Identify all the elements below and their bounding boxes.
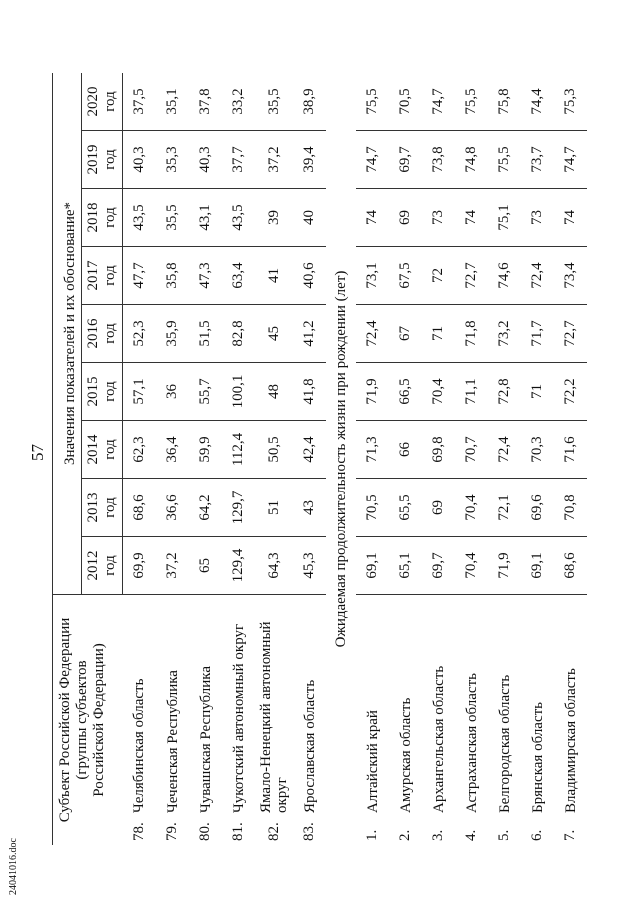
value-cell-2019: 74,8 bbox=[455, 131, 488, 189]
value-cell-2016: 71,8 bbox=[455, 305, 488, 363]
value-cell-2015: 48 bbox=[255, 363, 293, 421]
value-cell-2013: 68,6 bbox=[123, 479, 157, 537]
value-cell-2019: 40,3 bbox=[123, 131, 157, 189]
value-cell-2014: 36,4 bbox=[156, 421, 189, 479]
year-number: 2016 bbox=[85, 318, 101, 349]
year-word: год bbox=[102, 207, 118, 228]
row-number: 1. bbox=[364, 829, 380, 841]
year-number: 2015 bbox=[85, 376, 101, 407]
value-cell-2017: 47,7 bbox=[123, 247, 157, 305]
row-number: 6. bbox=[529, 829, 545, 841]
value-cell-2019: 74,7 bbox=[554, 131, 587, 189]
row-number: 82. bbox=[265, 822, 282, 841]
value-cell-2017: 74,6 bbox=[488, 247, 521, 305]
table-row bbox=[422, 73, 455, 845]
value-cell-2015: 70,4 bbox=[422, 363, 455, 421]
value-cell-2018: 69 bbox=[389, 189, 422, 247]
region-name: Ямало-Ненецкий автономный округ bbox=[255, 595, 293, 814]
value-cell-2017: 35,8 bbox=[156, 247, 189, 305]
subject-column-header bbox=[53, 595, 123, 846]
year-word: год bbox=[102, 323, 118, 344]
year-word: год bbox=[102, 439, 118, 460]
value-cell-2013: 70,8 bbox=[554, 479, 587, 537]
value-cell-2020: 74,7 bbox=[422, 73, 455, 131]
value-cell-2013: 70,4 bbox=[455, 479, 488, 537]
value-cell-2020: 35,5 bbox=[255, 73, 293, 131]
subject-header-line: Субъект Российской Федерации bbox=[57, 617, 73, 823]
year-number: 2019 bbox=[85, 144, 101, 175]
row-number: 7. bbox=[562, 829, 578, 841]
row-number: 3. bbox=[430, 829, 446, 841]
row-number: 83. bbox=[301, 822, 317, 841]
row-number: 78. bbox=[130, 822, 147, 841]
year-number: 2014 bbox=[85, 434, 101, 465]
value-cell-2019: 40,3 bbox=[189, 131, 222, 189]
value-cell-2014: 59,9 bbox=[189, 421, 222, 479]
year-header-2020 bbox=[82, 73, 123, 131]
year-header-2017 bbox=[82, 247, 123, 305]
value-cell-2015: 57,1 bbox=[123, 363, 157, 421]
value-cell-2017: 72,7 bbox=[455, 247, 488, 305]
value-cell-2018: 73 bbox=[422, 189, 455, 247]
section-title-row bbox=[326, 73, 356, 845]
value-cell-2019: 39,4 bbox=[293, 131, 326, 189]
year-number: 2020 bbox=[85, 86, 101, 117]
year-word: год bbox=[102, 381, 118, 402]
value-cell-2015: 66,5 bbox=[389, 363, 422, 421]
year-word: год bbox=[102, 91, 118, 112]
value-cell-2014: 70,7 bbox=[455, 421, 488, 479]
year-header-2015 bbox=[82, 363, 123, 421]
table-row bbox=[356, 73, 389, 845]
row-number: 81. bbox=[230, 822, 246, 841]
year-header-2016 bbox=[82, 305, 123, 363]
year-header-2014 bbox=[82, 421, 123, 479]
value-cell-2018: 43,5 bbox=[222, 189, 255, 247]
value-cell-2012: 65,1 bbox=[389, 537, 422, 595]
value-cell-2013: 72,1 bbox=[488, 479, 521, 537]
region-name: Белгородская область bbox=[488, 595, 521, 814]
value-cell-2012: 71,9 bbox=[488, 537, 521, 595]
value-cell-2018: 73 bbox=[521, 189, 554, 247]
row-number: 79. bbox=[164, 822, 180, 841]
value-cell-2013: 64,2 bbox=[189, 479, 222, 537]
value-cell-2019: 35,3 bbox=[156, 131, 189, 189]
value-cell-2018: 74 bbox=[554, 189, 587, 247]
value-cell-2012: 69,1 bbox=[521, 537, 554, 595]
value-cell-2015: 55,7 bbox=[189, 363, 222, 421]
value-cell-2014: 71,6 bbox=[554, 421, 587, 479]
value-cell-2020: 75,5 bbox=[455, 73, 488, 131]
value-cell-2013: 69,6 bbox=[521, 479, 554, 537]
value-cell-2019: 73,7 bbox=[521, 131, 554, 189]
year-word: год bbox=[102, 265, 118, 286]
value-cell-2012: 69,9 bbox=[123, 537, 157, 595]
value-cell-2016: 35,9 bbox=[156, 305, 189, 363]
value-cell-2020: 37,8 bbox=[189, 73, 222, 131]
value-cell-2018: 75,1 bbox=[488, 189, 521, 247]
value-cell-2020: 33,2 bbox=[222, 73, 255, 131]
value-cell-2019: 69,7 bbox=[389, 131, 422, 189]
value-cell-2016: 72,4 bbox=[356, 305, 389, 363]
value-cell-2018: 74 bbox=[455, 189, 488, 247]
year-header-2018 bbox=[82, 189, 123, 247]
value-cell-2020: 38,9 bbox=[293, 73, 326, 131]
region-name: Чукотский автономный округ bbox=[222, 595, 255, 814]
table-row bbox=[222, 73, 255, 845]
value-cell-2015: 71 bbox=[521, 363, 554, 421]
year-header-2013 bbox=[82, 479, 123, 537]
value-cell-2014: 69,8 bbox=[422, 421, 455, 479]
indicators-table bbox=[52, 73, 587, 845]
value-cell-2017: 73,4 bbox=[554, 247, 587, 305]
value-cell-2015: 72,8 bbox=[488, 363, 521, 421]
values-header: Значения показателей и их обоснование* bbox=[53, 73, 82, 595]
value-cell-2013: 129,7 bbox=[222, 479, 255, 537]
value-cell-2014: 62,3 bbox=[123, 421, 157, 479]
value-cell-2020: 75,8 bbox=[488, 73, 521, 131]
value-cell-2014: 112,4 bbox=[222, 421, 255, 479]
value-cell-2012: 70,4 bbox=[455, 537, 488, 595]
value-cell-2013: 69 bbox=[422, 479, 455, 537]
value-cell-2014: 66 bbox=[389, 421, 422, 479]
value-cell-2020: 75,3 bbox=[554, 73, 587, 131]
region-name: Ярославская область bbox=[293, 595, 326, 814]
region-name: Чувашская Республика bbox=[189, 595, 222, 814]
value-cell-2016: 41,2 bbox=[293, 305, 326, 363]
value-cell-2019: 73,8 bbox=[422, 131, 455, 189]
year-word: год bbox=[102, 497, 118, 518]
value-cell-2016: 67 bbox=[389, 305, 422, 363]
value-cell-2016: 52,3 bbox=[123, 305, 157, 363]
region-name: Астраханская область bbox=[455, 595, 488, 814]
value-cell-2016: 73,2 bbox=[488, 305, 521, 363]
value-cell-2018: 74 bbox=[356, 189, 389, 247]
value-cell-2017: 72 bbox=[422, 247, 455, 305]
subject-header-line: (группы субъектов bbox=[74, 660, 90, 780]
value-cell-2019: 74,7 bbox=[356, 131, 389, 189]
row-number: 5. bbox=[496, 829, 512, 841]
value-cell-2020: 75,5 bbox=[356, 73, 389, 131]
table-row bbox=[389, 73, 422, 845]
region-name: Архангельская область bbox=[422, 595, 455, 814]
row-number: 2. bbox=[397, 829, 413, 841]
value-cell-2016: 72,7 bbox=[554, 305, 587, 363]
year-header-2019 bbox=[82, 131, 123, 189]
value-cell-2017: 72,4 bbox=[521, 247, 554, 305]
document-code: 24041016.doc bbox=[8, 838, 19, 895]
value-cell-2019: 37,2 bbox=[255, 131, 293, 189]
value-cell-2012: 69,7 bbox=[422, 537, 455, 595]
value-cell-2012: 37,2 bbox=[156, 537, 189, 595]
value-cell-2012: 65 bbox=[189, 537, 222, 595]
value-cell-2017: 67,5 bbox=[389, 247, 422, 305]
region-name: Чеченская Республика bbox=[156, 595, 189, 814]
value-cell-2013: 43 bbox=[293, 479, 326, 537]
value-cell-2015: 72,2 bbox=[554, 363, 587, 421]
value-cell-2020: 35,1 bbox=[156, 73, 189, 131]
row-number: 4. bbox=[463, 829, 479, 841]
year-number: 2013 bbox=[85, 492, 101, 523]
value-cell-2017: 63,4 bbox=[222, 247, 255, 305]
region-name: Амурская область bbox=[389, 595, 422, 814]
row-number: 80. bbox=[197, 822, 213, 841]
value-cell-2019: 37,7 bbox=[222, 131, 255, 189]
table-row bbox=[156, 73, 189, 845]
value-cell-2014: 71,3 bbox=[356, 421, 389, 479]
value-cell-2017: 47,3 bbox=[189, 247, 222, 305]
table-header-top bbox=[53, 73, 82, 845]
value-cell-2016: 71 bbox=[422, 305, 455, 363]
value-cell-2015: 41,8 bbox=[293, 363, 326, 421]
value-cell-2016: 82,8 bbox=[222, 305, 255, 363]
value-cell-2013: 65,5 bbox=[389, 479, 422, 537]
value-cell-2016: 71,7 bbox=[521, 305, 554, 363]
value-cell-2013: 36,6 bbox=[156, 479, 189, 537]
table-row bbox=[123, 73, 157, 845]
section-title: Ожидаемая продолжительность жизни при рождении (лет) bbox=[332, 270, 349, 648]
table-row bbox=[554, 73, 587, 845]
value-cell-2018: 43,5 bbox=[123, 189, 157, 247]
value-cell-2012: 69,1 bbox=[356, 537, 389, 595]
region-name: Алтайский край bbox=[356, 595, 389, 814]
value-cell-2015: 71,9 bbox=[356, 363, 389, 421]
value-cell-2012: 64,3 bbox=[255, 537, 293, 595]
value-cell-2016: 45 bbox=[255, 305, 293, 363]
value-cell-2018: 43,1 bbox=[189, 189, 222, 247]
value-cell-2017: 40,6 bbox=[293, 247, 326, 305]
value-cell-2015: 71,1 bbox=[455, 363, 488, 421]
table-row bbox=[189, 73, 222, 845]
value-cell-2014: 70,3 bbox=[521, 421, 554, 479]
table-row bbox=[521, 73, 554, 845]
value-cell-2020: 70,5 bbox=[389, 73, 422, 131]
region-name: Владимирская область bbox=[554, 595, 587, 814]
value-cell-2015: 100,1 bbox=[222, 363, 255, 421]
year-number: 2017 bbox=[85, 260, 101, 291]
year-number: 2012 bbox=[85, 550, 101, 581]
value-cell-2012: 68,6 bbox=[554, 537, 587, 595]
page-number: 57 bbox=[28, 444, 47, 461]
year-word: год bbox=[102, 149, 118, 170]
value-cell-2018: 39 bbox=[255, 189, 293, 247]
value-cell-2018: 35,5 bbox=[156, 189, 189, 247]
table-row bbox=[455, 73, 488, 845]
year-word: год bbox=[102, 555, 118, 576]
value-cell-2016: 51,5 bbox=[189, 305, 222, 363]
value-cell-2020: 74,4 bbox=[521, 73, 554, 131]
year-header-2012 bbox=[82, 537, 123, 595]
year-number: 2018 bbox=[85, 202, 101, 233]
value-cell-2018: 40 bbox=[293, 189, 326, 247]
value-cell-2012: 129,4 bbox=[222, 537, 255, 595]
value-cell-2013: 70,5 bbox=[356, 479, 389, 537]
value-cell-2019: 75,5 bbox=[488, 131, 521, 189]
table-row bbox=[488, 73, 521, 845]
value-cell-2012: 45,3 bbox=[293, 537, 326, 595]
value-cell-2014: 42,4 bbox=[293, 421, 326, 479]
table-row bbox=[255, 73, 293, 845]
region-name: Челябинская область bbox=[123, 595, 157, 814]
subject-header-line: Российской Федерации) bbox=[91, 643, 107, 797]
value-cell-2017: 41 bbox=[255, 247, 293, 305]
value-cell-2014: 50,5 bbox=[255, 421, 293, 479]
value-cell-2020: 37,5 bbox=[123, 73, 157, 131]
table-body bbox=[123, 73, 588, 845]
table-row bbox=[293, 73, 326, 845]
value-cell-2014: 72,4 bbox=[488, 421, 521, 479]
region-name: Брянская область bbox=[521, 595, 554, 814]
value-cell-2017: 73,1 bbox=[356, 247, 389, 305]
value-cell-2015: 36 bbox=[156, 363, 189, 421]
value-cell-2013: 51 bbox=[255, 479, 293, 537]
